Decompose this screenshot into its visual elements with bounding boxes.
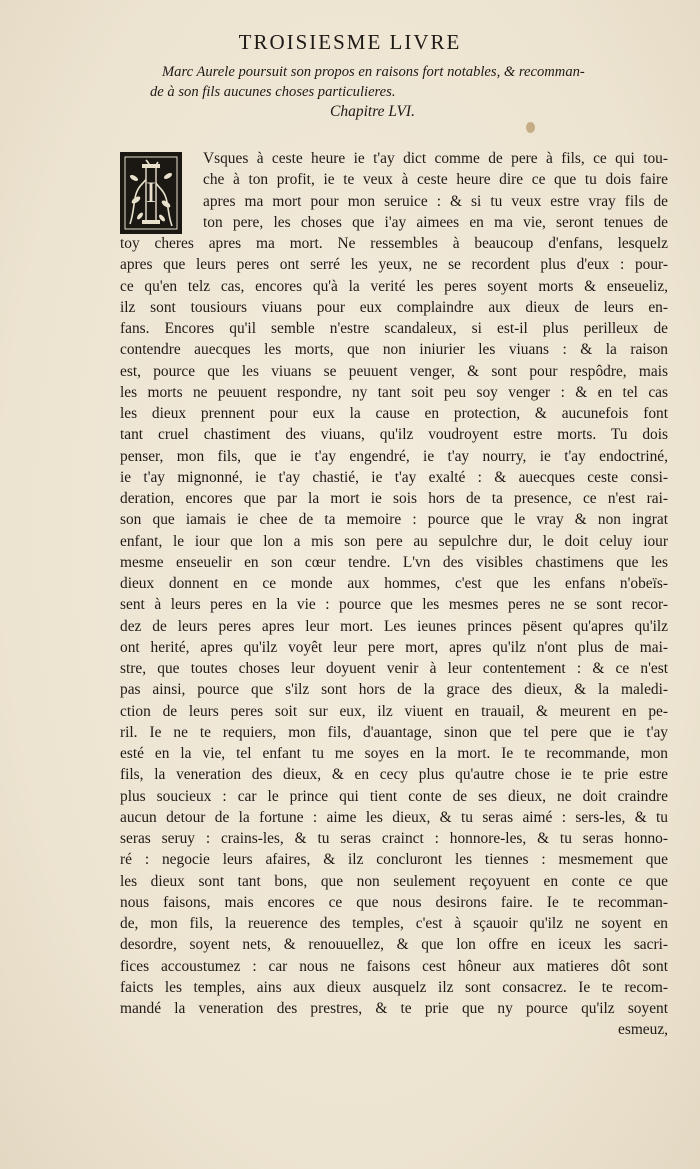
text-line: toy cheres apres ma mort. Ne ressembles à beaucoup d'enfans, lesquelz xyxy=(120,235,668,252)
text-line: ril. Ie ne te requiers, mon fils, d'auantage, sinon que tel pere que ie t'ay xyxy=(120,723,668,741)
text-line: contendre auecques les morts, que non iniurier les viuans : & la raison xyxy=(120,341,668,359)
text-line: esté en la vie, tel enfant tu me soyes en la mort. Ie te recommande, mon xyxy=(120,745,668,762)
drop-cap-letter: I xyxy=(146,176,156,209)
text-line: de, mon fils, la reuerence des temples, c'est à sçauoir qu'ilz ne soyent en xyxy=(120,915,668,932)
text-line: fices accoustumez : car nous ne faisons cest hôneur aux matieres dôt sont xyxy=(120,957,668,975)
text-line: ré : negocie leurs afaires, & ilz concluront les tiennes : mesmement que xyxy=(120,851,668,869)
text-line: mesme enseuelir en son cœur tendre. L'vn des visibles chastimens que les xyxy=(120,553,668,571)
ink-stain xyxy=(526,122,535,133)
text-line: aucun detour de la fortune : aime les dieux, & tu seras aimé : sers-les, & tu xyxy=(120,808,668,826)
text-line: penser, mon fils, que ie t'ay engendré, ie t'ay nourry, ie t'ay endoctriné, xyxy=(120,447,668,465)
text-line: mandé la veneration des prestres, & te prie que ny pource qu'ilz soyent xyxy=(120,1000,668,1017)
text-line: che à ton profit, ie te veux à ceste heure dire ce que tu dois faire xyxy=(203,171,668,189)
text-line: les morts ne peuuent respondre, ny tant soit peu soy venger : & en tel cas xyxy=(120,383,668,401)
text-line: enfant, le iour que lon a mis son pere au sepulchre dur, le doit celuy iour xyxy=(120,532,668,550)
text-line: desordre, soyent nets, & renouuellez, & que lon offre en iceux les sacri- xyxy=(120,936,668,954)
chapter-number: Chapitre LVI. xyxy=(330,103,415,120)
text-line: nous faisons, mais encores ce que nous desirons faire. Ie te recomman- xyxy=(120,893,668,911)
text-line: fils, la veneration des dieux, & en cecy plus qu'autre chose ie te prie estre xyxy=(120,766,668,784)
text-line: ton pere, les choses que i'ay aimees en ma vie, seront tenues de xyxy=(203,213,668,231)
text-line: plus soucieux : car le prince qui tient conte de ses dieux, ne doit craindre xyxy=(120,787,668,805)
text-line: apres que leurs peres ont serré les yeux, ne se recordent plus d'eux : pour- xyxy=(120,256,668,274)
text-line: les dieux sont tant bons, que non seulement reçoyuent en conte ce que xyxy=(120,872,668,890)
chapter-summary-line-2: de à son fils aucunes choses particulieres. xyxy=(150,84,396,100)
text-line: ont herité, apres qu'ilz voyêt leur pere mort, apres qu'ilz n'ont plus de mai- xyxy=(120,638,668,656)
text-line: seras seruy : crains-les, & tu seras crainct : honnore-les, & tu seras honno- xyxy=(120,830,668,847)
text-line: ction de leurs peres soit sur eux, ilz viuent en trauail, & meurent en pe- xyxy=(120,702,668,720)
text-line: deration, encores que par la mort ie sois hors de ta presence, ce n'est rai- xyxy=(120,490,668,507)
text-line: est, pource que les viuans se peuuent venger, & sont pour respôdre, mais xyxy=(120,362,668,380)
text-line: son que iamais ie chee de ta memoire : pource que le vray & non ingrat xyxy=(120,511,668,529)
text-line: apres ma mort pour mon seruice : & si tu veux estre vray fils de xyxy=(203,192,668,210)
chapter-summary-line-1: Marc Aurele poursuit son propos en raisons fort notables, & recomman- xyxy=(162,64,585,80)
text-line: les dieux prennent pour eux la cause en protection, & aucunefois font xyxy=(120,405,668,422)
body-text xyxy=(120,148,668,1041)
text-line: ilz sont tousiours viuans pour eux complaindre aux dieux de leurs en- xyxy=(120,298,668,316)
text-line: sent à leurs peres en la vie : pource que les mesmes peres ne se sont recor- xyxy=(120,596,668,614)
text-line: tant cruel chastiment des viuans, qu'ilz voudroyent estre morts. Tu dois xyxy=(120,426,668,444)
text-line: stre, que toutes choses leur doyuent venir à leur contentement : & ce n'est xyxy=(120,660,668,677)
text-line: Vsques à ceste heure ie t'ay dict comme de pere à fils, ce qui tou- xyxy=(203,150,668,167)
text-line: dieux donnent en ce monde aux hommes, c'est que les enfans n'obeïs- xyxy=(120,575,668,592)
chapter-heading xyxy=(150,62,670,122)
text-line: ce qu'en telz cas, encores qu'à la verité les peres soyent morts & enseueliz, xyxy=(120,277,668,295)
running-head: TROISIESME LIVRE xyxy=(238,30,462,54)
text-line: fans. Encores qu'il semble n'estre scandaleux, si est-il plus perilleux de xyxy=(120,320,668,337)
text-line: pas ainsi, pource que s'ilz sont hors de la grace des dieux, & la maledi- xyxy=(120,681,668,699)
text-line: esmeuz, xyxy=(618,1021,668,1039)
text-line: faicts les temples, ains aux dieux ausquelz ilz sont consacrez. Ie te recom- xyxy=(120,978,668,996)
text-line: dez de leurs peres apres leur mort. Les ieunes princes pësent qu'apres qu'ilz xyxy=(120,617,668,635)
text-line: ie t'ay mignonné, ie t'ay chastié, ie t'ay exalté : & auecques ceste consi- xyxy=(120,468,668,486)
